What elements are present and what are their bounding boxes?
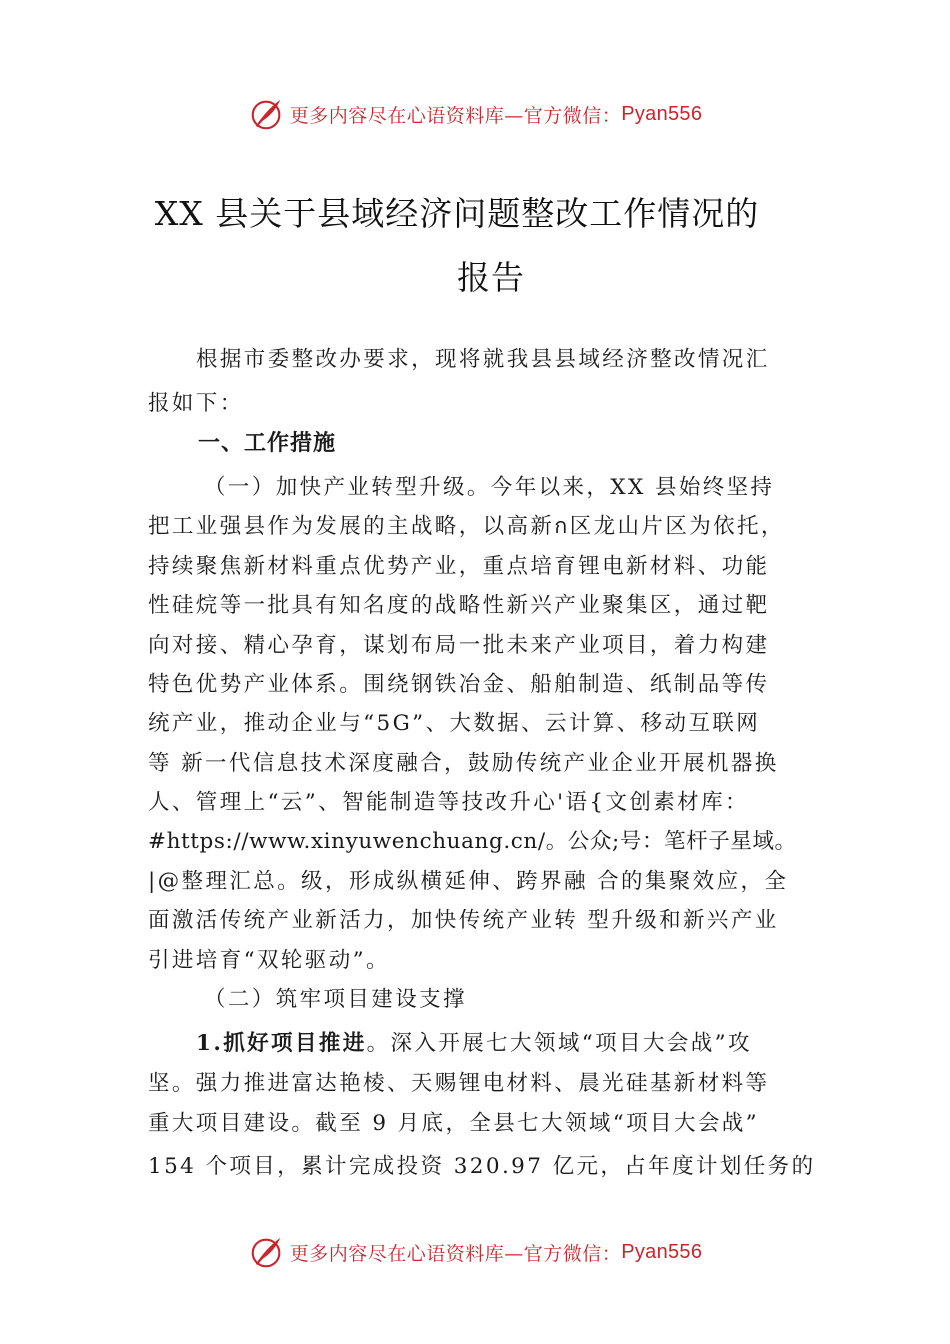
header-banner xyxy=(0,94,950,134)
footer-banner xyxy=(0,1232,950,1272)
quill-logo-icon xyxy=(248,1233,286,1271)
paragraph-line: 统产业，推动企业与“5G”、大数据、云计算、移动互联网 xyxy=(148,711,761,736)
paragraph-line: 重大项目建设。截至 9 月底，全县七大领域“项目大会战” xyxy=(148,1111,760,1136)
paragraph-line: |@整理汇总。级，形成纵横延伸、跨界融 合的集聚效应，全 xyxy=(148,869,789,894)
header-promo-text: 更多内容尽在心语资料库—官方微信： xyxy=(289,104,622,127)
intro-line: 报如下： xyxy=(148,391,244,416)
paragraph-line: 性硅烷等一批具有知名度的战略性新兴产业聚集区，通过靶 xyxy=(148,593,770,618)
intro-line: 根据市委整改办要求，现将就我县县域经济整改情况汇 xyxy=(196,347,770,372)
item-text: 。深入开展七大领域“项目大会战”攻 xyxy=(366,1031,752,1056)
section-heading: 一、工作措施 xyxy=(198,431,337,456)
footer-promo-text: 更多内容尽在心语资料库—官方微信： xyxy=(289,1242,622,1265)
paragraph-line: 等 新一代信息技术深度融合，鼓励传统产业企业开展机器换 xyxy=(148,751,779,776)
paragraph-line: 持续聚焦新材料重点优势产业，重点培育锂电新材料、功能 xyxy=(148,554,770,579)
footer-promo-id: Pyan556 xyxy=(621,1240,703,1263)
paragraph-line: 特色优势产业体系。围绕钢铁冶金、船舶制造、纸制品等传 xyxy=(148,672,770,697)
paragraph-line: 引进培育“双轮驱动”。 xyxy=(148,948,390,973)
header-promo-id: Pyan556 xyxy=(621,102,703,125)
paragraph-line: 坚。强力推进富达艳棱、天赐锂电材料、晨光硅基新材料等 xyxy=(148,1071,770,1096)
paragraph-line: 把工业强县作为发展的主战略，以高新ก区龙山片区为依托， xyxy=(148,514,785,539)
document-title-line2: 报告 xyxy=(457,258,525,297)
paragraph-line: （一）加快产业转型升级。今年以来，XX 县始终坚持 xyxy=(204,475,775,500)
paragraph-line xyxy=(196,1028,752,1060)
paragraph-line: 向对接、精心孕育，谋划布局一批未来产业项目，着力构建 xyxy=(148,633,770,658)
paragraph-line: 面激活传统产业新活力，加快传统产业转 型升级和新兴产业 xyxy=(148,908,779,933)
paragraph-line: 人、管理上“云”、智能制造等技改升心'语{文创素材库： xyxy=(148,790,749,815)
paragraph-line: #https://www.xinyuwenchuang.cn/。公众;号：笔杆子星域。 xyxy=(148,829,797,854)
item-lead: 1.抓好项目推进 xyxy=(196,1031,367,1056)
paragraph-line: 154 个项目，累计完成投资 320.97 亿元，占年度计划任务的 xyxy=(148,1154,816,1179)
subsection-heading: （二）筑牢项目建设支撑 xyxy=(204,987,467,1012)
quill-logo-icon xyxy=(248,95,286,133)
document-title-line1: XX 县关于县域经济问题整改工作情况的 xyxy=(154,194,760,233)
